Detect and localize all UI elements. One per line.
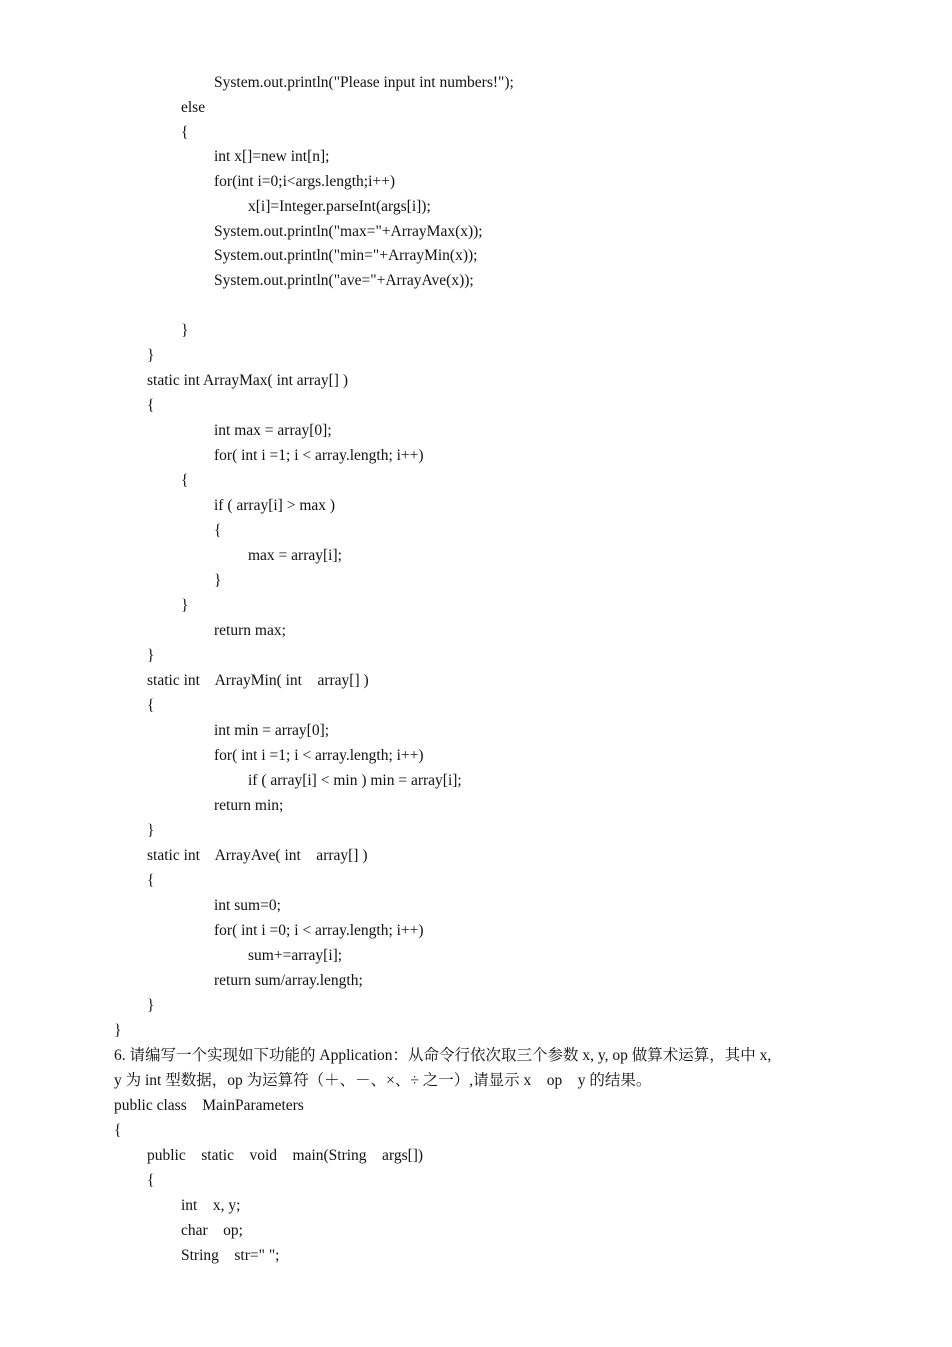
code-line: max = array[i]; bbox=[248, 547, 342, 564]
code-line: System.out.println("max="+ArrayMax(x)); bbox=[214, 223, 483, 240]
code-line: for( int i =1; i < array.length; i++) bbox=[214, 447, 424, 464]
code-line: { bbox=[147, 397, 155, 414]
code-line: int x[]=new int[n]; bbox=[214, 148, 330, 165]
code-line: int min = array[0]; bbox=[214, 722, 330, 739]
code-line: int x, y; bbox=[181, 1197, 241, 1214]
code-line: { bbox=[147, 1172, 155, 1189]
code-line: if ( array[i] < min ) min = array[i]; bbox=[248, 772, 462, 789]
code-line: { bbox=[147, 872, 155, 889]
code-line: if ( array[i] > max ) bbox=[214, 497, 336, 514]
question-6-line-2: y 为 int 型数据，op 为运算符（＋、－、×、÷ 之一）,请显示 x op y 的结果。 bbox=[114, 1072, 652, 1089]
code-line: { bbox=[147, 697, 155, 714]
code-line: public static void main(String args[]) bbox=[147, 1147, 424, 1164]
code-line: static int ArrayMin( int array[] ) bbox=[147, 672, 369, 689]
code-line: { bbox=[214, 522, 222, 539]
code-line: for( int i =1; i < array.length; i++) bbox=[214, 747, 424, 764]
code-line: } bbox=[181, 322, 189, 339]
code-line: return min; bbox=[214, 797, 284, 814]
code-line: public class MainParameters bbox=[114, 1097, 304, 1114]
code-line: } bbox=[181, 597, 189, 614]
code-line: int max = array[0]; bbox=[214, 422, 332, 439]
code-line: } bbox=[147, 997, 155, 1014]
code-line: } bbox=[147, 822, 155, 839]
code-line: } bbox=[147, 347, 155, 364]
code-line: System.out.println("Please input int numbers!"); bbox=[214, 74, 514, 91]
code-line: int sum=0; bbox=[214, 897, 281, 914]
code-line: else bbox=[181, 99, 206, 116]
code-line: { bbox=[114, 1122, 122, 1139]
code-line: char op; bbox=[181, 1222, 243, 1239]
code-line: static int ArrayAve( int array[] ) bbox=[147, 847, 368, 864]
code-line: { bbox=[181, 472, 189, 489]
code-line: static int ArrayMax( int array[] ) bbox=[147, 372, 348, 389]
code-line: System.out.println("ave="+ArrayAve(x)); bbox=[214, 272, 474, 289]
code-line: } bbox=[214, 572, 222, 589]
code-line: String str=" "; bbox=[181, 1247, 280, 1264]
code-line: for(int i=0;i<args.length;i++) bbox=[214, 173, 396, 190]
code-line: } bbox=[147, 647, 155, 664]
code-line: return max; bbox=[214, 622, 286, 639]
code-line: for( int i =0; i < array.length; i++) bbox=[214, 922, 424, 939]
code-line: sum+=array[i]; bbox=[248, 947, 343, 964]
code-line: System.out.println("min="+ArrayMin(x)); bbox=[214, 247, 478, 264]
code-line: { bbox=[181, 124, 189, 141]
code-line: x[i]=Integer.parseInt(args[i]); bbox=[248, 198, 431, 215]
code-line: } bbox=[114, 1022, 122, 1039]
code-line: return sum/array.length; bbox=[214, 972, 363, 989]
question-6-line-1: 6. 请编写一个实现如下功能的 Application：从命令行依次取三个参数 x, y, op 做算术运算，其中 x, bbox=[114, 1047, 772, 1064]
